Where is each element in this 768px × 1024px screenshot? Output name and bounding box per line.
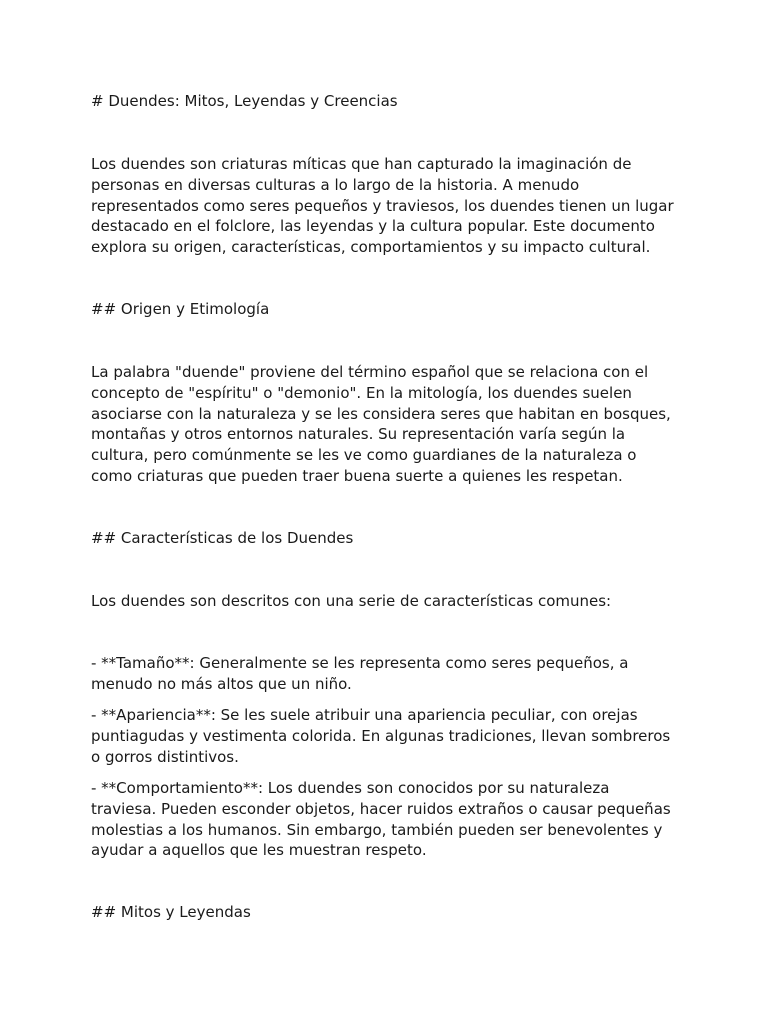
origin-paragraph (91, 362, 691, 487)
intro-line: Los duendes son criaturas míticas que han capturado la imaginación de (91, 155, 632, 173)
bullet-line: menudo no más altos que un niño. (91, 674, 352, 693)
bullet-line: - **Comportamiento**: Los duendes son conocidos por su naturaleza (91, 779, 610, 797)
bullet-line: ayudar a aquellos que les muestran respeto. (91, 841, 427, 860)
heading-characteristics: ## Características de los Duendes (91, 529, 354, 547)
characteristics-intro: Los duendes son descritos con una serie de características comunes: (91, 592, 612, 610)
bullet-item-size (91, 653, 691, 695)
origin-line: concepto de "espíritu" o "demonio". En la mitología, los duendes suelen (91, 383, 632, 402)
bullet-line: puntiagudas y vestimenta colorida. En algunas tradiciones, llevan sombreros (91, 726, 671, 745)
bullet-item-behavior (91, 778, 691, 861)
document-title: # Duendes: Mitos, Leyendas y Creencias (91, 92, 398, 110)
origin-line: cultura, pero comúnmente se les ve como guardianes de la naturaleza o (91, 446, 637, 465)
heading-myths: ## Mitos y Leyendas (91, 903, 251, 921)
bullet-line: - **Apariencia**: Se les suele atribuir una apariencia peculiar, con orejas (91, 706, 638, 724)
intro-line: destacado en el folclore, las leyendas y la cultura popular. Este documento (91, 217, 655, 236)
bullet-line: - **Tamaño**: Generalmente se les representa como seres pequeños, a (91, 654, 629, 672)
bullet-line: molestias a los humanos. Sin embargo, también pueden ser benevolentes y (91, 820, 663, 839)
origin-line: montañas y otros entornos naturales. Su representación varía según la (91, 425, 626, 444)
origin-line: La palabra "duende" proviene del término español que se relaciona con el (91, 363, 649, 381)
intro-line: representados como seres pequeños y traviesos, los duendes tienen un lugar (91, 196, 674, 215)
bullet-item-appearance (91, 705, 691, 767)
heading-origin: ## Origen y Etimología (91, 300, 270, 318)
bullet-line: o gorros distintivos. (91, 747, 239, 766)
origin-line: asociarse con la naturaleza y se les considera seres que habitan en bosques, (91, 404, 671, 423)
intro-line: explora su origen, características, comportamientos y su impacto cultural. (91, 238, 651, 257)
intro-line: personas en diversas culturas a lo largo de la historia. A menudo (91, 175, 580, 194)
origin-line: como criaturas que pueden traer buena suerte a quienes les respetan. (91, 466, 623, 485)
intro-paragraph (91, 154, 691, 258)
bullet-line: traviesa. Pueden esconder objetos, hacer ruidos extraños o causar pequeñas (91, 799, 671, 818)
